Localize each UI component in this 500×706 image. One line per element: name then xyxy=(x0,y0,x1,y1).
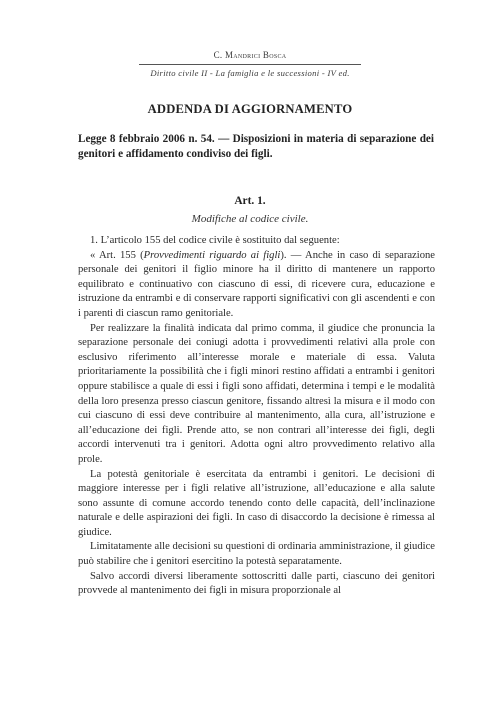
paragraph-3: Per realizzare la finalità indicata dal primo comma, il giudice che pronuncia la separazione personale dei coniugi adotta i provvedimenti relativi alla prole con esclusivo riferimento all’interesse morale e materiale di essa. Valuta prioritariamente la possibilità che i figli minori restino affidati a entrambi i genitori oppure stabilisce a quale di essi i figli sono affidati, determina i tempi e le modalità della loro presenza presso ciascun genitore, fissando altresì la misura e il modo con cui ciascuno di essi deve contribuire al mantenimento, alla cura, all’istruzione e all’educazione dei figli. Prende atto, se non contrari all’interesse dei figli, degli accordi intervenuti tra i genitori. Adotta ogni altro provvedimento relativo alla prole. xyxy=(78,322,435,465)
paragraph-2-text: ). — Anche in caso di separazione personale dei genitori il figlio minore ha il diritto di mantenere un rapporto equilibrato e continuativo con ciascuno di essi, di ricevere cura, educazione e istruzione da entrambi e di conservare rapporti significativi con gli ascendenti e con i parenti di ciascun ramo genitoriale. xyxy=(78,249,435,319)
article-number: Art. 1. xyxy=(234,195,266,207)
header-author: C. Mandrici Bosca xyxy=(213,50,287,60)
header-rule xyxy=(139,64,361,65)
article-body xyxy=(78,234,435,599)
paragraph-5: Limitatamente alle decisioni su questioni di ordinaria amministrazione, il giudice può stabilire che i genitori esercitino la potestà separatamente. xyxy=(78,541,435,568)
paragraph-2-rubric: Provvedimenti riguardo ai figli xyxy=(143,249,281,261)
law-title: Legge 8 febbraio 2006 n. 54. — Disposizioni in materia di separazione dei genitori e affidamento condiviso dei figli. xyxy=(78,133,434,160)
paragraph-1: 1. L’articolo 155 del codice civile è sostituito dal seguente: xyxy=(90,235,340,246)
paragraph-2-lead: « Art. 155 ( xyxy=(90,249,144,261)
paragraph-6: Salvo accordi diversi liberamente sottoscritti dalle parti, ciascuno dei genitori provvede al mantenimento dei figli in misura proporzionale al xyxy=(78,570,435,597)
article-subtitle: Modifiche al codice civile. xyxy=(191,213,309,225)
section-title: ADDENDA DI AGGIORNAMENTO xyxy=(147,102,353,116)
header-book-title: Diritto civile II - La famiglia e le successioni - IV ed. xyxy=(150,68,350,78)
paragraph-2 xyxy=(78,249,435,322)
paragraph-4: La potestà genitoriale è esercitata da entrambi i genitori. Le decisioni di maggiore interesse per i figli relative all’istruzione, all’educazione e alla salute sono assunte di comune accordo tenendo conto delle capacità, dell’inclinazione naturale e delle aspirazioni dei figli. In caso di disaccordo la decisione è rimessa al giudice. xyxy=(78,468,435,538)
